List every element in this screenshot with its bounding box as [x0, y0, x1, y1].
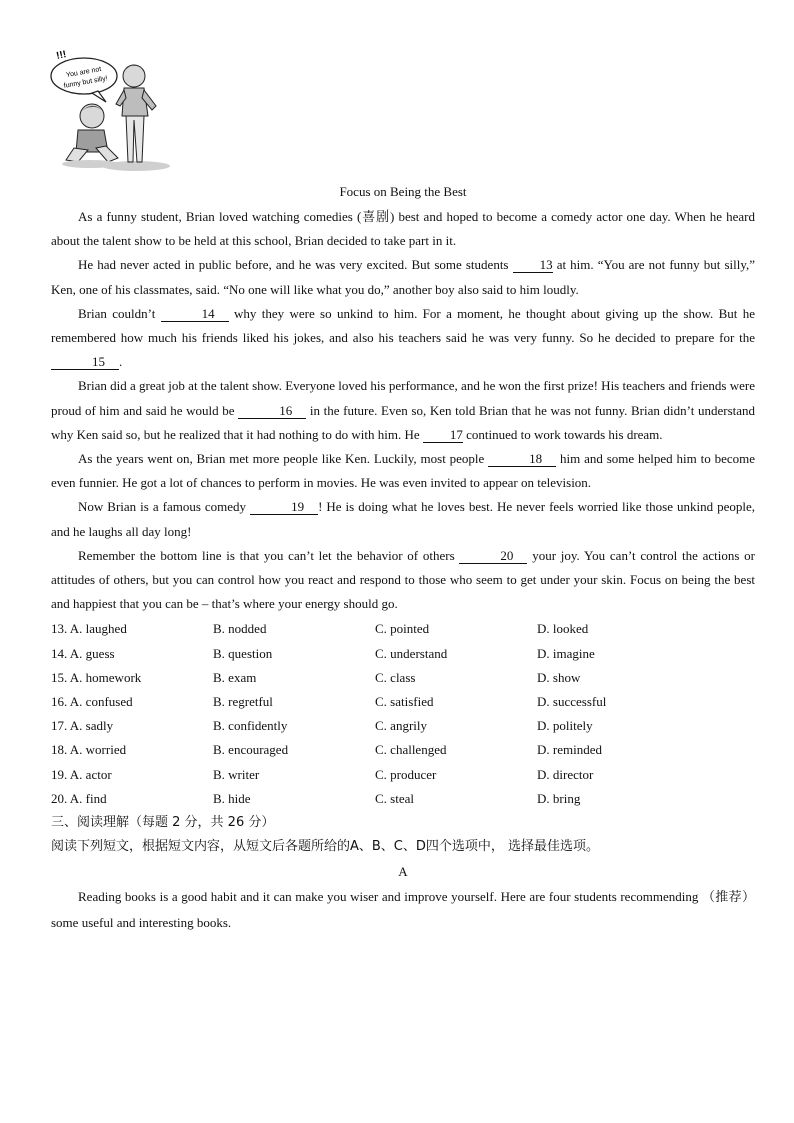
option-15-c[interactable]: C. class	[375, 669, 416, 685]
option-row-17	[51, 714, 755, 738]
option-15-d[interactable]: D. show	[537, 669, 581, 685]
option-19-d[interactable]: D. director	[537, 766, 594, 782]
blank-15: 15	[51, 354, 119, 370]
paragraph-7: Remember the bottom line is that you can’t let the behavior of others 20 your joy. You can’t control the actions or attitudes of others, but you can control how you react and respond to those who seem to get under your skin. Focus on being the best and happiest that you can be – that’s where your energy should go.	[51, 547, 756, 612]
option-14-c[interactable]: C. understand	[375, 645, 448, 661]
blank-19: 19	[250, 499, 318, 515]
option-row-19	[51, 763, 755, 787]
option-20-d[interactable]: D. bring	[537, 790, 581, 806]
option-14-b[interactable]: B. question	[213, 645, 273, 661]
option-20-c[interactable]: C. steal	[375, 790, 414, 806]
blank-14: 14	[161, 306, 229, 322]
answer-options	[51, 617, 755, 811]
exclamation-text: !!!	[55, 49, 68, 62]
passage-region	[51, 181, 755, 935]
sitting-boy	[62, 104, 118, 168]
option-18-c[interactable]: C. challenged	[375, 742, 447, 758]
paragraph-1: As a funny student, Brian loved watching comedies (喜剧) best and hoped to become a comedy actor one day. When he heard about the talent show to be held at this school, Brian decided to take part in it.	[51, 209, 755, 249]
option-row-15	[51, 666, 755, 690]
option-13-d[interactable]: D. looked	[537, 621, 589, 637]
blank-20: 20	[459, 548, 527, 564]
blank-17: 17	[423, 427, 463, 443]
option-14-d[interactable]: D. imagine	[537, 645, 595, 661]
option-13-a[interactable]: 13. A. laughed	[51, 621, 127, 637]
option-row-14	[51, 642, 755, 666]
option-17-c[interactable]: C. angrily	[375, 718, 427, 734]
option-13-b[interactable]: B. nodded	[213, 621, 267, 637]
bubble-text-line1: You are not	[65, 65, 102, 80]
option-row-16	[51, 690, 755, 714]
option-15-b[interactable]: B. exam	[213, 669, 257, 685]
option-16-c[interactable]: C. satisfied	[375, 694, 434, 710]
speech-bubble	[51, 49, 117, 102]
option-row-13	[51, 617, 755, 641]
option-18-a[interactable]: 18. A. worried	[51, 742, 127, 758]
option-17-b[interactable]: B. confidently	[213, 718, 288, 734]
paragraph-6: Now Brian is a famous comedy 19 ! He is doing what he loves best. He never feels worried like those unkind people, and he laughs all day long!	[51, 499, 756, 539]
option-19-c[interactable]: C. producer	[375, 766, 437, 782]
paragraph-3: Brian couldn’t 14 why they were so unkind to him. For a moment, he thought about giving up the show. But he remembered how much his friends liked his jokes, and also his teachers said he was very funny. So he decided to prepare for the 15 .	[51, 305, 755, 370]
cartoon-illustration	[48, 44, 178, 174]
bubble-text-line2: funny but silly!	[63, 75, 109, 90]
option-17-a[interactable]: 17. A. sadly	[51, 718, 114, 734]
blank-16: 16	[238, 403, 306, 419]
part-label: A	[398, 864, 408, 880]
option-row-18	[51, 738, 755, 762]
option-13-c[interactable]: C. pointed	[375, 621, 430, 637]
section-3-heading: 三、阅读理解（每题 2 分，共 26 分）	[51, 814, 275, 830]
paragraph-5: As the years went on, Brian met more people like Ken. Luckily, most people 18 him and some helped him to become even funnier. He got a lot of chances to perform in movies. He was even invited to appear on television.	[51, 451, 756, 491]
option-14-a[interactable]: 14. A. guess	[51, 645, 115, 661]
option-20-b[interactable]: B. hide	[213, 790, 251, 806]
option-19-b[interactable]: B. writer	[213, 766, 260, 782]
option-16-a[interactable]: 16. A. confused	[51, 694, 133, 710]
blank-18: 18	[488, 451, 556, 467]
blank-13: 13	[513, 257, 553, 273]
option-16-d[interactable]: D. successful	[537, 694, 607, 710]
paragraph-4: Brian did a great job at the talent show. Everyone loved his performance, and he won the first prize! His teachers and friends were proud of him and said he would be 16 in the future. Even so, Ken told Brian that he was not funny. Brian didn’t understand why Ken said so, but he realized that it had nothing to do with him. He 17 continued to work towards his dream.	[51, 378, 756, 442]
option-row-20	[51, 787, 755, 811]
option-19-a[interactable]: 19. A. actor	[51, 766, 112, 782]
paragraph-2: He had never acted in public before, and he was very excited. But some students 13 at him. “You are not funny but silly,” Ken, one of his classmates, said. “No one will like what you do,” another boy also said to him loudly.	[51, 257, 756, 297]
option-18-b[interactable]: B. encouraged	[213, 742, 289, 758]
passage-title: Focus on Being the Best	[339, 184, 467, 199]
section-3-instruction: 阅读下列短文，根据短文内容，从短文后各题所给的A、B、C、D四个选项中， 选择最佳选项。	[51, 839, 600, 855]
option-18-d[interactable]: D. reminded	[537, 742, 602, 758]
option-16-b[interactable]: B. regretful	[213, 694, 273, 710]
section-3-intro: Reading books is a good habit and it can make you wiser and improve yourself. Here are four students recommending （推荐） some useful and interesting books.	[51, 889, 755, 930]
option-15-a[interactable]: 15. A. homework	[51, 669, 142, 685]
option-17-d[interactable]: D. politely	[537, 718, 593, 734]
option-20-a[interactable]: 20. A. find	[51, 790, 107, 806]
